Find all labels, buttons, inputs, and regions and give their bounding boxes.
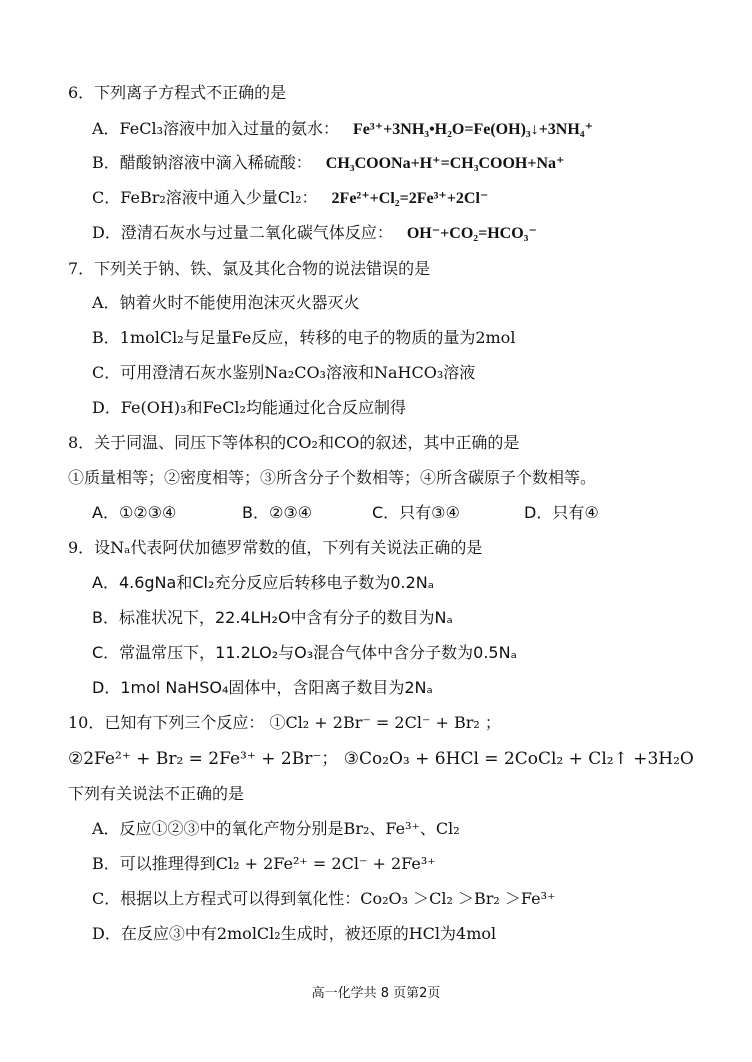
q7-option-d: D．Fe(OH)₃和FeCl₂均能通过化合反应制得 — [92, 398, 406, 417]
q7-stem: 7．下列关于钠、铁、氯及其化合物的说法错误的是 — [68, 259, 431, 278]
q10-stem: 10．已知有下列三个反应： ①Cl₂ + 2Br⁻ = 2Cl⁻ + Br₂ ； — [68, 713, 501, 732]
q6-option-c-equation: 2Fe²⁺+Cl₂=2Fe³⁺+2Cl⁻ — [331, 190, 489, 207]
q6-option-b-text: B．醋酸钠溶液中滴入稀硫酸： — [92, 153, 312, 172]
q6-option-d-equation: OH⁻+CO₂=HCO₃⁻ — [406, 225, 537, 242]
page-footer: 高一化学共 8 页第2页 — [311, 986, 441, 1001]
q8-option-b: B．②③④ — [242, 503, 313, 522]
q9-option-a: A．4.6gNa和Cl₂充分反应后转移电子数为0.2Nₐ — [92, 573, 435, 592]
q7-option-b: B．1molCl₂与足量Fe反应，转移的电子的物质的量为2mol — [92, 328, 516, 347]
q9-option-d: D．1mol NaHSO₄固体中，含阳离子数目为2Nₐ — [92, 678, 433, 697]
q10-option-c: C．根据以上方程式可以得到氧化性：Co₂O₃ ＞Cl₂ ＞Br₂ ＞Fe³⁺ — [92, 889, 556, 908]
q10-prompt: 下列有关说法不正确的是 — [68, 784, 245, 803]
q9-option-b: B．标准状况下，22.4LH₂O中含有分子的数目为Nₐ — [92, 608, 453, 627]
q6-option-b-equation: CH₃COONa+H⁺=CH₃COOH+Na⁺ — [325, 155, 565, 172]
q8-option-a: A．①②③④ — [92, 503, 177, 522]
q6-option-b — [92, 152, 565, 175]
q10-option-b: B．可以推理得到Cl₂ + 2Fe²⁺ = 2Cl⁻ + 2Fe³⁺ — [92, 854, 436, 873]
q10-option-a: A．反应①②③中的氧化产物分别是Br₂、Fe³⁺、Cl₂ — [92, 819, 460, 838]
q9-option-c: C．常温常压下，11.2LO₂与O₃混合气体中含分子数为0.5Nₐ — [92, 643, 517, 662]
q6-option-a — [92, 118, 593, 141]
q10-reactions: ②2Fe²⁺ + Br₂ = 2Fe³⁺ + 2Br⁻； ③Co₂O₃ + 6HCl = 2CoCl₂ + Cl₂↑ +3H₂O — [68, 749, 694, 769]
q6-stem: 6．下列离子方程式不正确的是 — [68, 83, 287, 102]
q7-option-c: C．可用澄清石灰水鉴别Na₂CO₃溶液和NaHCO₃溶液 — [92, 363, 476, 382]
q6-option-d-text: D．澄清石灰水与过量二氧化碳气体反应： — [92, 223, 393, 242]
q8-option-d: D．只有④ — [524, 503, 599, 522]
q8-option-c: C．只有③④ — [372, 503, 460, 522]
q6-option-d — [92, 222, 537, 245]
q6-option-c-text: C．FeBr₂溶液中通入少量Cl₂： — [92, 188, 318, 207]
q8-statements: ①质量相等；②密度相等；③所含分子个数相等；④所含碳原子个数相等。 — [68, 468, 597, 487]
q7-option-a: A．钠着火时不能使用泡沫灭火器灭火 — [92, 293, 360, 312]
q9-stem: 9．设Nₐ代表阿伏加德罗常数的值，下列有关说法正确的是 — [68, 538, 483, 557]
q6-option-a-equation: Fe³⁺+3NH₃•H₂O=Fe(OH)₃↓+3NH₄⁺ — [353, 121, 594, 138]
q8-stem: 8．关于同温、同压下等体积的CO₂和CO的叙述，其中正确的是 — [68, 433, 520, 452]
q10-option-d: D．在反应③中有2molCl₂生成时，被还原的HCl为4mol — [92, 924, 497, 943]
q6-option-a-text: A．FeCl₃溶液中加入过量的氨水： — [92, 119, 340, 138]
q6-option-c — [92, 187, 488, 210]
